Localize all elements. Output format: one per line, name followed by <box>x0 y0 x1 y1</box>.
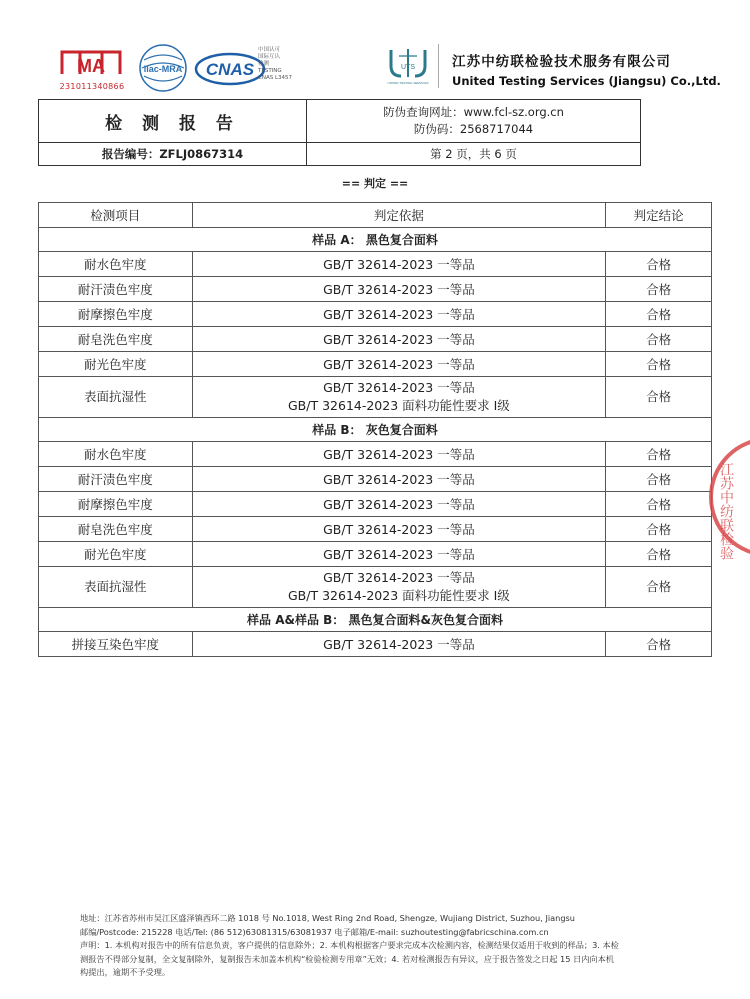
judgement-basis <box>192 567 606 608</box>
basis-line: GB/T 32614-2023 一等品 <box>323 380 475 395</box>
judgement-result: 合格 <box>606 632 712 657</box>
table-row <box>39 467 712 492</box>
table-row <box>39 302 712 327</box>
judgement-result: 合格 <box>606 517 712 542</box>
column-header-basis: 判定依据 <box>192 203 606 228</box>
table-row <box>39 567 712 608</box>
test-item: 耐汗渍色牢度 <box>39 467 193 492</box>
judgement-basis <box>192 467 606 492</box>
basis-line: GB/T 32614-2023 一等品 <box>323 497 475 512</box>
table-row <box>39 252 712 277</box>
basis-line: GB/T 32614-2023 一等品 <box>323 522 475 537</box>
test-item: 耐光色牢度 <box>39 542 193 567</box>
basis-line: GB/T 32614-2023 一等品 <box>323 307 475 322</box>
cma-number: 231011340866 <box>59 82 125 91</box>
judgement-basis <box>192 377 606 418</box>
basis-line: GB/T 32614-2023 面料功能性要求 Ⅰ级 <box>288 398 510 413</box>
company-name-cn: 江苏中纺联检验技术服务有限公司 <box>452 54 671 70</box>
judgement-basis <box>192 327 606 352</box>
verdict-table <box>38 202 712 657</box>
basis-line: GB/T 32614-2023 一等品 <box>323 282 475 297</box>
judgement-basis <box>192 492 606 517</box>
basis-line: GB/T 32614-2023 一等品 <box>323 472 475 487</box>
table-row <box>39 517 712 542</box>
judgement-result: 合格 <box>606 327 712 352</box>
table-row <box>39 442 712 467</box>
judgement-basis <box>192 542 606 567</box>
cnas-text-line: 国际互认 <box>258 54 281 60</box>
footer-address: 地址：江苏省苏州市吴江区盛泽镇西环二路 1018 号 No.1018, West Ring 2nd Road, Shengze, Wujiang District, Suzhou, Jiangsu <box>80 913 575 923</box>
basis-line: GB/T 32614-2023 一等品 <box>323 570 475 585</box>
report-header-table <box>38 99 641 166</box>
cnas-text-line: 检测 <box>258 61 270 67</box>
ilac-label: ilac-MRA <box>143 64 183 74</box>
uts-mark: UTS <box>401 64 415 71</box>
basis-line: GB/T 32614-2023 一等品 <box>323 637 475 652</box>
judgement-basis <box>192 517 606 542</box>
section-row <box>39 228 712 252</box>
table-row <box>39 377 712 418</box>
judgement-basis <box>192 277 606 302</box>
cnas-description <box>258 47 308 82</box>
cma-label: MA <box>77 56 105 76</box>
judgement-basis <box>192 302 606 327</box>
cnas-text-line: CNAS L3457 <box>258 75 293 81</box>
basis-line: GB/T 32614-2023 一等品 <box>323 447 475 462</box>
test-item: 耐光色牢度 <box>39 352 193 377</box>
cnas-logo <box>193 52 267 86</box>
anti-fake-url: 防伪查询网址：www.fcl-sz.org.cn <box>383 105 564 119</box>
logo-divider <box>438 44 439 88</box>
judgement-basis <box>192 252 606 277</box>
test-item: 耐汗渍色牢度 <box>39 277 193 302</box>
judgement-result: 合格 <box>606 467 712 492</box>
judgement-result: 合格 <box>606 377 712 418</box>
judgement-result: 合格 <box>606 567 712 608</box>
column-header-item: 检测项目 <box>39 203 193 228</box>
judgement-basis <box>192 352 606 377</box>
test-item: 耐摩擦色牢度 <box>39 302 193 327</box>
judgement-basis <box>192 442 606 467</box>
basis-line: GB/T 32614-2023 一等品 <box>323 257 475 272</box>
footer-statement: 声明：1. 本机构对报告中的所有信息负责，客户提供的信息除外；2. 本机构根据客户要求完成本次检测内容，检测结果仅适用于收到的样品；3. 本检 <box>80 940 619 950</box>
table-row <box>39 327 712 352</box>
cnas-label: CNAS <box>205 60 255 79</box>
anti-fake-info <box>307 100 641 143</box>
test-item: 耐皂洗色牢度 <box>39 517 193 542</box>
table-row <box>39 277 712 302</box>
footer-postcode: 邮编/Postcode: 215228 电话/Tel: (86 512)63081315/63081937 电子邮箱/E-mail: suzhoutesting@fabricschina.com.cn <box>80 926 549 937</box>
judgement-basis <box>192 632 606 657</box>
test-item: 表面抗湿性 <box>39 567 193 608</box>
company-name-en: United Testing Services (Jiangsu) Co.,Ltd. <box>452 74 721 88</box>
basis-line: GB/T 32614-2023 面料功能性要求 Ⅰ级 <box>288 588 510 603</box>
section-row <box>39 608 712 632</box>
page-info: 第 2 页，共 6 页 <box>307 143 641 166</box>
ilac-mra-logo <box>136 42 190 94</box>
judgement-result: 合格 <box>606 277 712 302</box>
cnas-text-line: TESTING <box>258 68 282 74</box>
basis-line: GB/T 32614-2023 一等品 <box>323 357 475 372</box>
judgement-result: 合格 <box>606 252 712 277</box>
anti-fake-code: 防伪码：2568717044 <box>413 122 534 136</box>
test-item: 表面抗湿性 <box>39 377 193 418</box>
table-row <box>39 542 712 567</box>
basis-line: GB/T 32614-2023 一等品 <box>323 332 475 347</box>
judgement-result: 合格 <box>606 492 712 517</box>
section-title: 样品 B： 灰色复合面料 <box>39 418 712 442</box>
cnas-text-line: 中国认可 <box>258 47 281 53</box>
red-stamp <box>704 432 750 562</box>
footer-statement: 测报告不得部分复制，全文复制除外，复制报告未加盖本机构“检验检测专用章”无效；4. 若对检测报告有异议，应于报告签发之日起 15 日内向本机 <box>80 953 614 964</box>
report-number: 报告编号：ZFLJ0867314 <box>39 143 307 166</box>
report-title: 检 测 报 告 <box>39 100 307 143</box>
basis-line: GB/T 32614-2023 一等品 <box>323 547 475 562</box>
judgement-result: 合格 <box>606 352 712 377</box>
test-item: 耐摩擦色牢度 <box>39 492 193 517</box>
section-row <box>39 418 712 442</box>
uts-logo <box>385 46 431 86</box>
judgement-result: 合格 <box>606 542 712 567</box>
test-item: 耐水色牢度 <box>39 442 193 467</box>
stamp-text: 江苏中纺联检验 <box>718 462 734 560</box>
test-item: 耐水色牢度 <box>39 252 193 277</box>
section-title: 样品 A： 黑色复合面料 <box>39 228 712 252</box>
table-row <box>39 632 712 657</box>
table-header-row <box>39 203 712 228</box>
uts-small-text: UNITED TESTING SERVICES <box>387 81 429 85</box>
verdict-title: == 判定 == <box>341 177 409 190</box>
judgement-result: 合格 <box>606 302 712 327</box>
test-item: 耐皂洗色牢度 <box>39 327 193 352</box>
footer <box>80 912 650 980</box>
table-row <box>39 352 712 377</box>
test-item: 拼接互染色牢度 <box>39 632 193 657</box>
judgement-result: 合格 <box>606 442 712 467</box>
footer-statement: 构提出，逾期不予受理。 <box>80 967 171 977</box>
column-header-result: 判定结论 <box>606 203 712 228</box>
section-title: 样品 A&样品 B： 黑色复合面料&灰色复合面料 <box>39 608 712 632</box>
table-row <box>39 492 712 517</box>
